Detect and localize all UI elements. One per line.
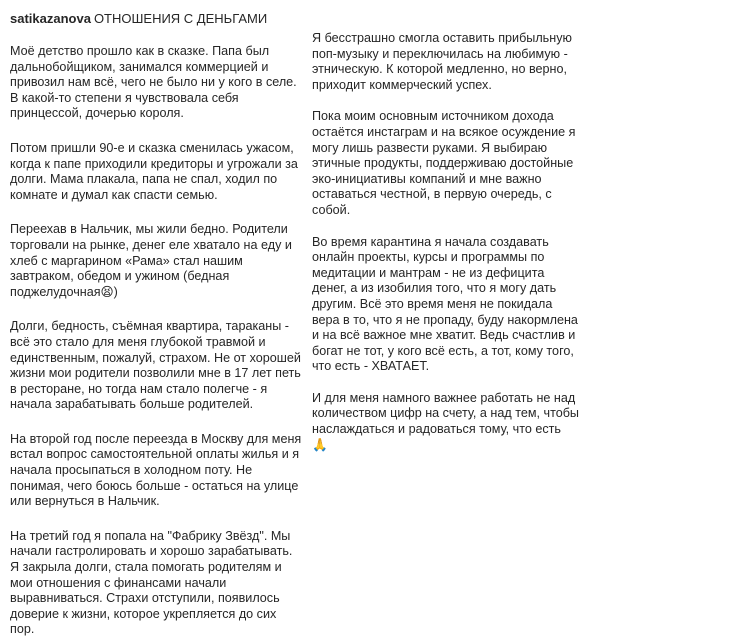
- paragraph: На третий год я попала на "Фабрику Звёзд". Мы начали гастролировать и хорошо зарабатывать. Я закрыла долги, стала помогать родителям и мои отношения с финансами начали выравниваться. Страхи отступили, появилось доверие к жизни, которое укрепляется до сих пор.: [10, 528, 293, 637]
- paragraph: Моё детство прошло как в сказке. Папа был дальнобойщиком, занимался коммерцией и привозил нам всё, чего не было ни у кого в селе. В какой-то степени я чувствовала себя принцессой, дочерью короля.: [10, 44, 297, 121]
- left-column: [10, 0, 302, 638]
- paragraph: Я бесстрашно смогла оставить прибыльную поп-музыку и переключилась на любимую - этническую. К которой медленно, но верно, приходит коммерческий успех.: [312, 31, 572, 92]
- paragraph: Во время карантина я начала создавать онлайн проекты, курсы и программы по медитации и мантрам - не из дефицита денег, а из изобилия того, что я могу дать другим. Всё это время меня не покидала вера в то, что я не пропаду, буду накормлена и на всё важное мне хватит. Ведь счастлив и богат не тот, у кого всё есть, а тот, кому того, что есть - ХВАТАЕТ.: [312, 234, 578, 374]
- paragraph: Переехав в Нальчик, мы жили бедно. Родители торговали на рынке, денег еле хватало на еду и хлеб с маргарином «Рама» стал нашим завтраком, обедом и ужином (бедная поджелудочная😫): [10, 222, 292, 299]
- paragraph: И для меня намного важнее работать не над количеством цифр на счету, а над тем, чтобы наслаждаться и радоваться тому, что есть 🙏: [312, 390, 579, 452]
- paragraph: Долги, бедность, съёмная квартира, тараканы - всё это стало для меня глубокой травмой и единственным, пожалуй, страхом. Не от хорошей жизни мои родители позволили мне в 17 лет петь в ресторане, но тогда нам стало полегче - я начала зарабатывать больше родителей.: [10, 319, 301, 412]
- post-title: ОТНОШЕНИЯ С ДЕНЬГАМИ: [93, 11, 268, 26]
- paragraph: На второй год после переезда в Москву для меня встал вопрос самостоятельной оплаты жилья и я начала просыпаться в холодном поту. Не понимая, чего боюсь больше - остаться на улице или вернуться в Нальчик.: [10, 431, 302, 509]
- right-column: [312, 0, 580, 453]
- username-link[interactable]: satikazanova: [10, 11, 91, 26]
- paragraph: Потом пришли 90-е и сказка сменилась ужасом, когда к папе приходили кредиторы и угрожали за долги. Мама плакала, папа не спал, ходил по комнате и думал как спасти семью.: [10, 140, 298, 202]
- post-header: [10, 10, 302, 27]
- paragraph: Пока моим основным источником дохода остаётся инстаграм и на всякое осуждение я могу лишь развести руками. Я выбираю этичные продукты, поддерживаю достойные эко-инициативы компаний и мне важно оставаться честной, в первую очередь, с собой.: [312, 109, 576, 217]
